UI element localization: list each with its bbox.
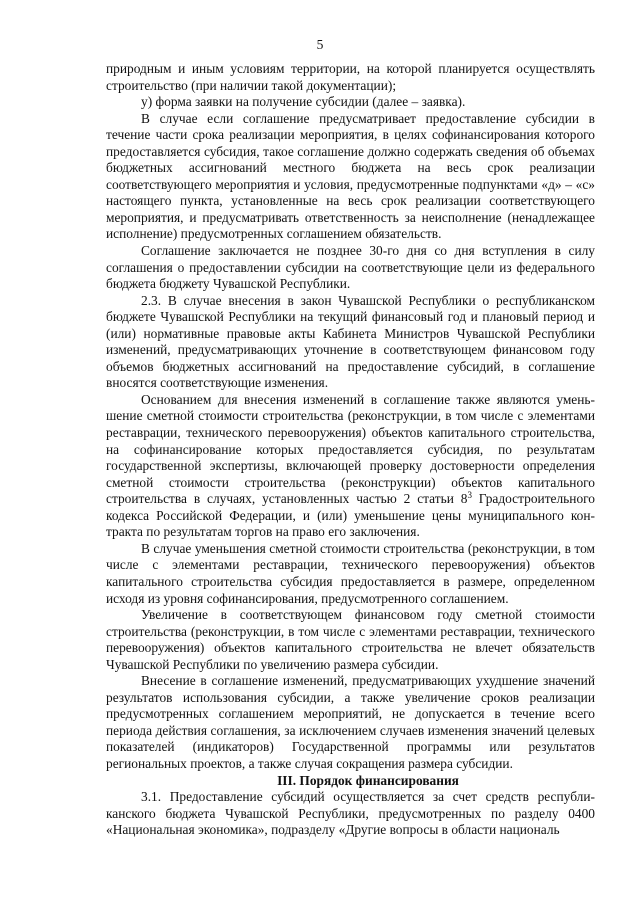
paragraph-2-3: 2.3. В случае внесения в закон Чувашской Республики о республиканском бюджете Чувашской Республики на текущий финансовый год и плановый период и (или) нормативные правовые акты Кабинета Министров Чувашской Республики изменений, предусматривающих уточнение в соответствующем финансовом году объемов бюджетных ассигнований на предоставление субсидий, в соглашение вносятся соответствующие изменения.: [106, 292, 595, 391]
paragraph-cost-reduction: В случае уменьшения сметной стоимости строительства (реконструкции, в том числе с элементами реставрации, технического перевооружения) объектов капитального строительства субсидия предоставляется в размере, определенном исходя из уровня софинансирования, предусмотренного соглашением.: [106, 540, 595, 606]
paragraph-grounds-text: Основанием для внесения изменений в соглашение также являются уменьшение сметной стоимости строительства (реконструкции, в том числе с элементами реставрации, технического перевооружения) объектов капитального строительства, на софинансирование которых предоставляется субсидия, по результатам государственной экспертизы, включающей проверку достоверности определения сметной стоимости строительства (реконструкции) объектов капитального строительства в случаях, установленных частью 2 статьи 8: [106, 391, 595, 507]
page-number: 5: [316, 37, 324, 52]
paragraph-item-u: у) форма заявки на получение субсидии (далее – заявка).: [141, 94, 466, 110]
paragraph-agreement-term: В случае если соглашение предусматривает предоставление субсидии в течение части срока реализации мероприятия, в целях софинансирования которого предоставляется субсидия, такое соглашение должно содержать сведения об объемах бюджетных ассигнований местного бюджета на весь срок реализации соответствующего мероприятия и условия, предусмотренные подпунктами «д» – «с» настоящего пункта, установленные на весь срок реализации соответствующего мероприятия, и предусматривать ответственность за неисполнение (ненадлежащее исполнение) предусмотренных соглашением обязательств.: [106, 110, 595, 242]
paragraph-agreement-conclusion: Соглашение заключается не позднее 30-го дня со дня вступления в силу соглашения о предоставлении субсидии на соответствующие цели из федерального бюджета бюджету Чувашской Республики.: [106, 243, 595, 292]
paragraph-grounds-for-changes: [106, 392, 595, 541]
paragraph-continuation: природным и иным условиям территории, на которой планируется осуществлять строительство (при наличии такой документации);: [106, 61, 595, 93]
section-heading: III. Порядок финансирования: [277, 772, 459, 788]
paragraph-3-1: 3.1. Предоставление субсидий осуществляется за счет средств республиканского бюджета Чувашской Республики, предусмотренных по разделу 0400 «Национальная экономика», подразделу «Другие вопросы в области националь: [106, 789, 595, 838]
document-body: [106, 61, 595, 839]
paragraph-changes-restriction: Внесение в соглашение изменений, предусматривающих ухудшение значений результатов использования субсидии, а также увеличение сроков реализации предусмотренных соглашением мероприятий, не допускается в течение всего периода действия соглашения, за исключением случаев изменения значений целевых показателей (индикаторов) Государственной программы или результатов региональных проектов, а также случая сокращения размера субсидии.: [106, 673, 595, 771]
paragraph-grounds-text-after: Градостроительного кодекса Российской Федерации, и (или) уменьшение цены муниципального контракта по результатам торгов на право его заключения.: [106, 491, 595, 540]
paragraph-cost-increase: Увеличение в соответствующем финансовом году сметной стоимости строительства (реконструкции, в том числе с элементами реставрации, технического перевооружения) объектов капитального строительства не влечет обязательств Чувашской Республики по увеличению размера субсидии.: [106, 607, 595, 672]
article-superscript: 3: [467, 490, 472, 501]
